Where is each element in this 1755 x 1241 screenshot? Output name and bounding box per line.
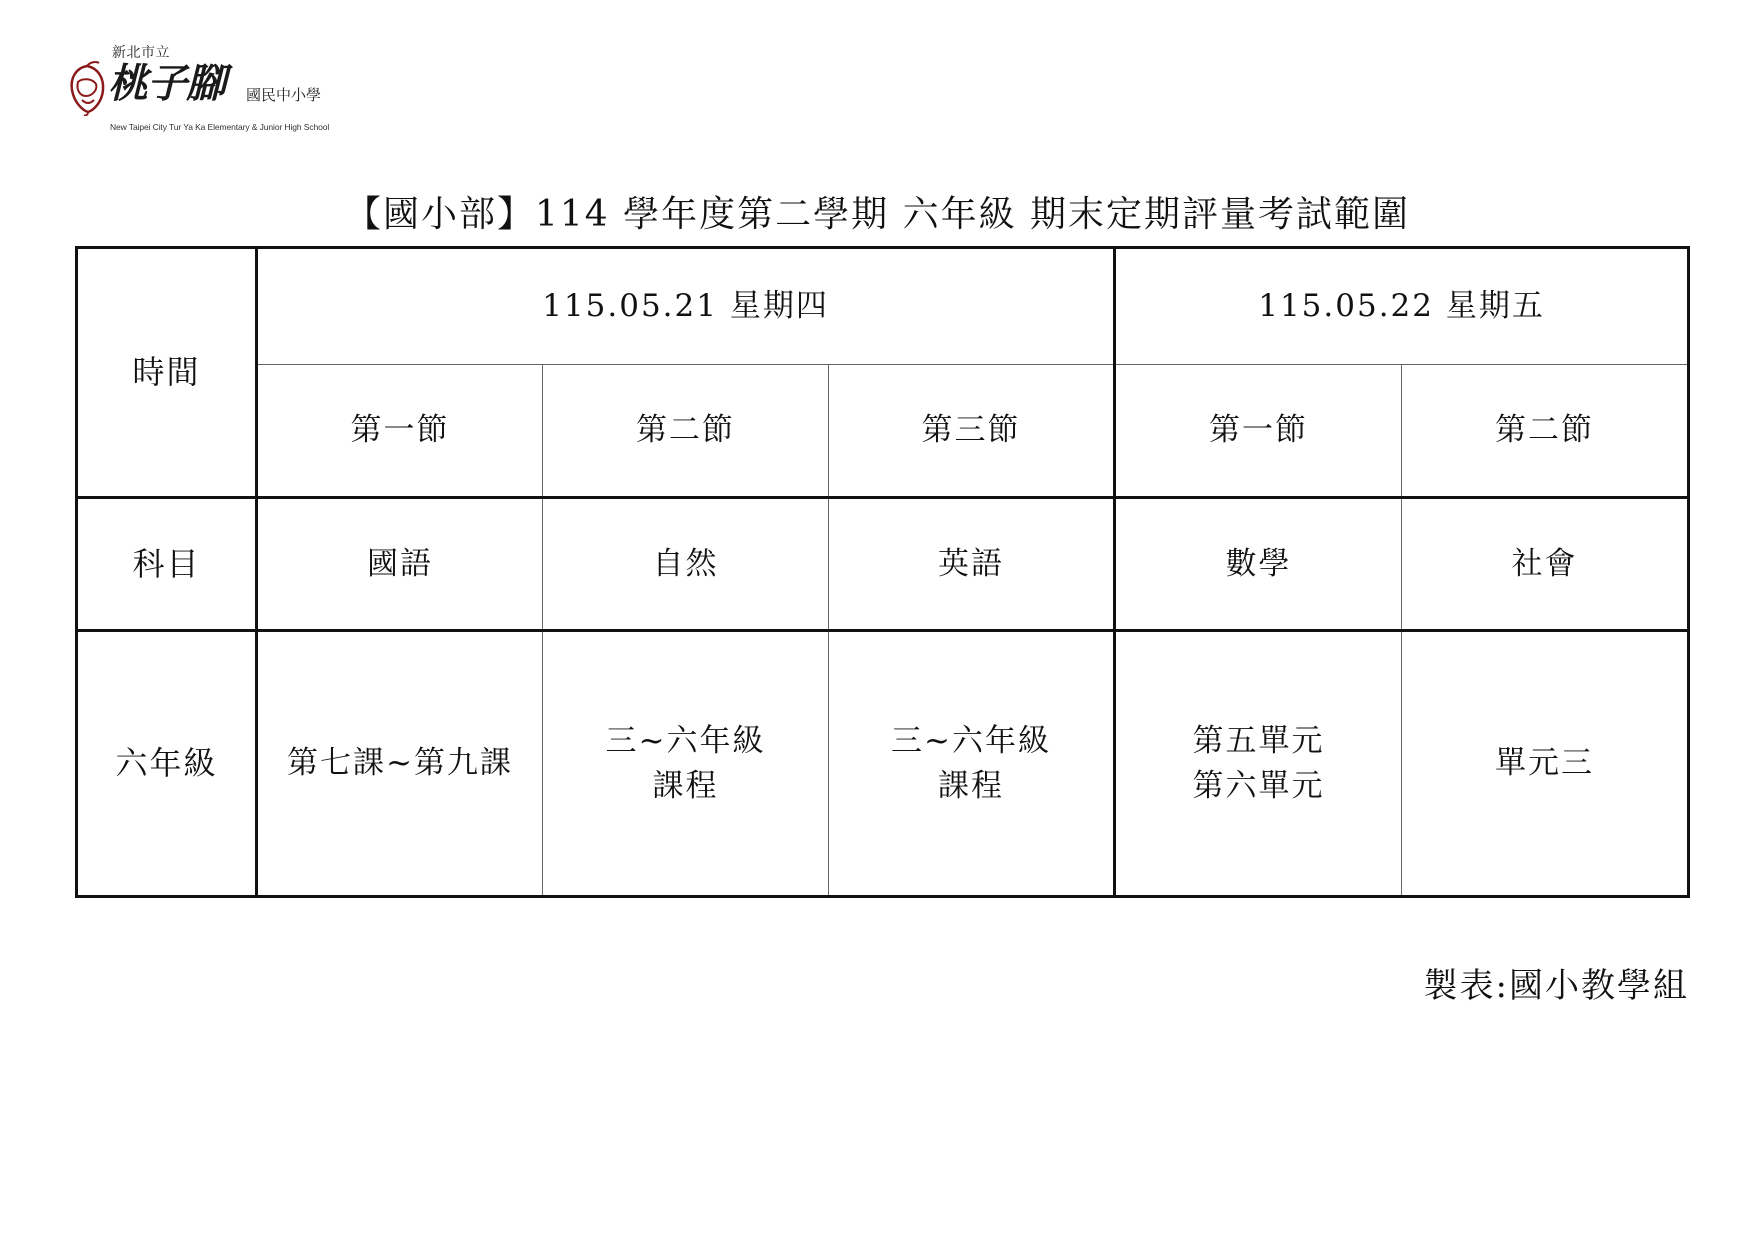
document-title: 【國小部】114 學年度第二學期 六年級 期末定期評量考試範圍 [344,194,1411,235]
table-maker-note: 製表:國小教學組 [1423,966,1689,1006]
range-line: 第七課~第九課 [287,745,513,782]
period-cell: 第三節 [829,365,1115,498]
subject-cell: 自然 [543,498,829,631]
range-line: 課程 [652,767,719,804]
grade-header-cell: 六年級 [77,631,257,897]
period-cell: 第一節 [257,365,543,498]
range-line: 第六單元 [1192,767,1325,804]
range-line: 三~六年級 [891,722,1051,759]
subject-cell: 國語 [257,498,543,631]
range-cell [1402,631,1689,897]
date-header-day1: 115.05.21 星期四 [257,248,1115,365]
range-cell [1115,631,1402,897]
logo-english-name: New Taipei City Tur Ya Ka Elementary & Junior High School [110,122,330,132]
period-cell: 第二節 [543,365,829,498]
school-logo [68,42,368,142]
logo-school-name: 桃子腳 [108,60,225,107]
range-cell [257,631,543,897]
period-cell: 第一節 [1115,365,1402,498]
period-cell: 第二節 [1402,365,1689,498]
logo-city-text: 新北市立 [112,45,170,61]
peach-emblem-icon [68,60,106,116]
range-line: 第五單元 [1192,722,1325,759]
range-line: 課程 [938,767,1005,804]
subject-header-cell: 科目 [77,498,257,631]
range-line: 單元三 [1495,745,1595,782]
range-cell [829,631,1115,897]
logo-school-level: 國民中小學 [246,86,322,104]
time-header-cell: 時間 [77,248,257,498]
range-line: 三~六年級 [605,722,766,759]
subject-cell: 英語 [829,498,1115,631]
subject-cell: 數學 [1115,498,1402,631]
subject-cell: 社會 [1402,498,1689,631]
date-header-day2: 115.05.22 星期五 [1115,248,1689,365]
exam-schedule-table [75,246,1690,898]
range-cell [543,631,829,897]
